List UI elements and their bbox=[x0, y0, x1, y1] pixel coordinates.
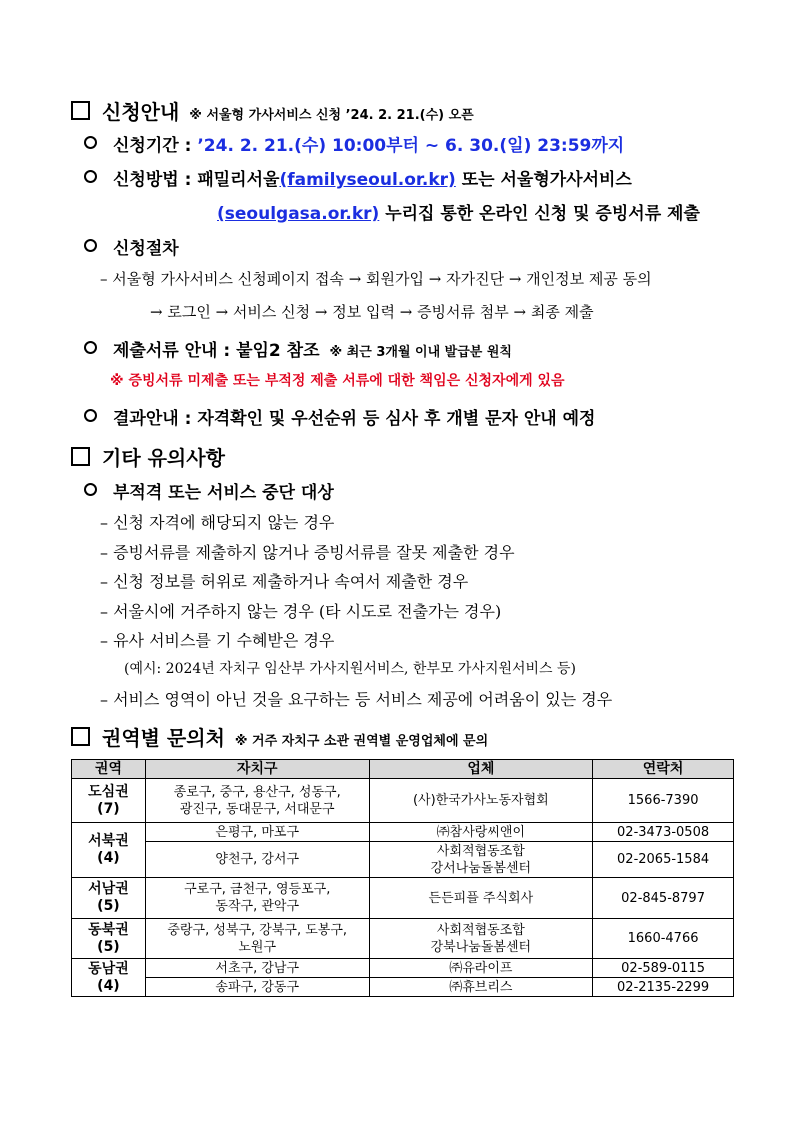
ineligible-example: (예시: 2024년 자치구 임산부 가사지원서비스, 한부모 가사지원서비스 등) bbox=[124, 661, 577, 677]
method-row-2 bbox=[217, 199, 700, 224]
procedure-row bbox=[84, 234, 179, 259]
docs-row bbox=[84, 336, 512, 361]
ineligible-item: – 서울시에 거주하지 않는 경우 (타 시도로 전출가는 경우) bbox=[100, 602, 502, 621]
table-row bbox=[72, 842, 734, 878]
region-cell: 동북권 (5) bbox=[72, 919, 146, 959]
district-cell: 중랑구, 성북구, 강북구, 도봉구, 노원구 bbox=[145, 919, 369, 959]
ineligible-item: – 신청 자격에 해당되지 않는 경우 bbox=[100, 513, 335, 532]
checkbox-square-icon bbox=[71, 727, 90, 746]
table-row bbox=[72, 919, 734, 959]
checkbox-square-icon bbox=[71, 447, 90, 466]
method-tail: 누리집 통한 온라인 신청 및 증빙서류 제출 bbox=[379, 204, 700, 224]
seoulgasa-link[interactable]: (seoulgasa.or.kr) bbox=[217, 204, 380, 224]
bullet-circle-icon bbox=[84, 409, 97, 422]
contact-cell: 1566-7390 bbox=[593, 779, 734, 823]
ineligible-label: 부적격 또는 서비스 중단 대상 bbox=[113, 483, 334, 503]
contact-cell: 02-2135-2299 bbox=[593, 978, 734, 997]
region-cell: 서남권 (5) bbox=[72, 878, 146, 919]
company-cell: ㈜유라이프 bbox=[369, 959, 593, 978]
company-cell: 든든피플 주식회사 bbox=[369, 878, 593, 919]
ineligible-item: – 신청 정보를 허위로 제출하거나 속여서 제출한 경우 bbox=[100, 572, 469, 591]
district-cell: 구로구, 금천구, 영등포구, 동작구, 관악구 bbox=[145, 878, 369, 919]
ineligible-row bbox=[84, 478, 334, 503]
method-label: 신청방법 : 패밀리서울 bbox=[113, 170, 280, 190]
contact-cell: 02-589-0115 bbox=[593, 959, 734, 978]
period-value: ’24. 2. 21.(수) 10:00부터 ~ 6. 30.(일) 23:59까지 bbox=[197, 136, 625, 156]
company-cell: 사회적협동조합 강서나눔돌봄센터 bbox=[369, 842, 593, 878]
bullet-circle-icon bbox=[84, 483, 97, 496]
section-title-notes: 기타 유의사항 bbox=[71, 442, 225, 471]
section-note: ※ 서울형 가사서비스 신청 ’24. 2. 21.(수) 오픈 bbox=[189, 108, 474, 123]
table-row bbox=[72, 978, 734, 997]
company-cell: (사)한국가사노동자협회 bbox=[369, 779, 593, 823]
bullet-circle-icon bbox=[84, 239, 97, 252]
docs-label: 제출서류 안내 : 붙임2 참조 bbox=[113, 341, 320, 361]
contact-cell: 02-2065-1584 bbox=[593, 842, 734, 878]
region-cell: 도심권 (7) bbox=[72, 779, 146, 823]
company-cell: ㈜참사랑씨앤이 bbox=[369, 823, 593, 842]
section-title-apply: 신청안내 ※ 서울형 가사서비스 신청 ’24. 2. 21.(수) 오픈 bbox=[71, 96, 474, 125]
result-text: 결과안내 : 자격확인 및 우선순위 등 심사 후 개별 문자 안내 예정 bbox=[113, 409, 596, 429]
contact-cell: 02-845-8797 bbox=[593, 878, 734, 919]
method-row bbox=[84, 165, 632, 190]
header-company: 업체 bbox=[369, 760, 593, 779]
period-label: 신청기간 : bbox=[113, 136, 192, 156]
bullet-circle-icon bbox=[84, 170, 97, 183]
district-cell: 송파구, 강동구 bbox=[145, 978, 369, 997]
region-cell: 서북권 (4) bbox=[72, 823, 146, 878]
district-cell: 종로구, 중구, 용산구, 성동구, 광진구, 동대문구, 서대문구 bbox=[145, 779, 369, 823]
district-cell: 양천구, 강서구 bbox=[145, 842, 369, 878]
bullet-circle-icon bbox=[84, 341, 97, 354]
contacts-table bbox=[71, 759, 734, 997]
table-row bbox=[72, 823, 734, 842]
table-header-row bbox=[72, 760, 734, 779]
procedure-label: 신청절차 bbox=[113, 239, 179, 259]
district-cell: 은평구, 마포구 bbox=[145, 823, 369, 842]
procedure-line-1: – 서울형 가사서비스 신청페이지 접속 → 회원가입 → 자가진단 → 개인정보 제공 동의 bbox=[100, 270, 652, 288]
procedure-line-2: → 로그인 → 서비스 신청 → 정보 입력 → 증빙서류 첨부 → 최종 제출 bbox=[150, 303, 594, 321]
docs-note: ※ 최근 3개월 이내 발급분 원칙 bbox=[329, 345, 512, 360]
period-row bbox=[84, 131, 624, 156]
checkbox-square-icon bbox=[71, 101, 90, 120]
familyseoul-link[interactable]: (familyseoul.or.kr) bbox=[279, 170, 456, 190]
result-row bbox=[84, 404, 595, 429]
ineligible-item: – 증빙서류를 제출하지 않거나 증빙서류를 잘못 제출한 경우 bbox=[100, 543, 515, 562]
ineligible-item: – 유사 서비스를 기 수혜받은 경우 bbox=[100, 631, 335, 650]
table-row bbox=[72, 959, 734, 978]
table-row bbox=[72, 779, 734, 823]
district-cell: 서초구, 강남구 bbox=[145, 959, 369, 978]
section-note: ※ 거주 자치구 소관 권역별 운영업체에 문의 bbox=[234, 734, 489, 749]
docs-warning: ※ 증빙서류 미제출 또는 부적정 제출 서류에 대한 책임은 신청자에게 있음 bbox=[110, 373, 565, 389]
bullet-circle-icon bbox=[84, 136, 97, 149]
table-row bbox=[72, 878, 734, 919]
company-cell: ㈜휴브리스 bbox=[369, 978, 593, 997]
contact-cell: 02-3473-0508 bbox=[593, 823, 734, 842]
method-mid: 또는 서울형가사서비스 bbox=[455, 170, 632, 190]
ineligible-item: – 서비스 영역이 아닌 것을 요구하는 등 서비스 제공에 어려움이 있는 경우 bbox=[100, 690, 613, 709]
company-cell: 사회적협동조합 강북나눔돌봄센터 bbox=[369, 919, 593, 959]
header-contact: 연락처 bbox=[593, 760, 734, 779]
contact-cell: 1660-4766 bbox=[593, 919, 734, 959]
header-district: 자치구 bbox=[145, 760, 369, 779]
region-cell: 동남권 (4) bbox=[72, 959, 146, 997]
header-region: 권역 bbox=[72, 760, 146, 779]
section-title-contacts: 권역별 문의처 ※ 거주 자치구 소관 권역별 운영업체에 문의 bbox=[71, 722, 488, 751]
